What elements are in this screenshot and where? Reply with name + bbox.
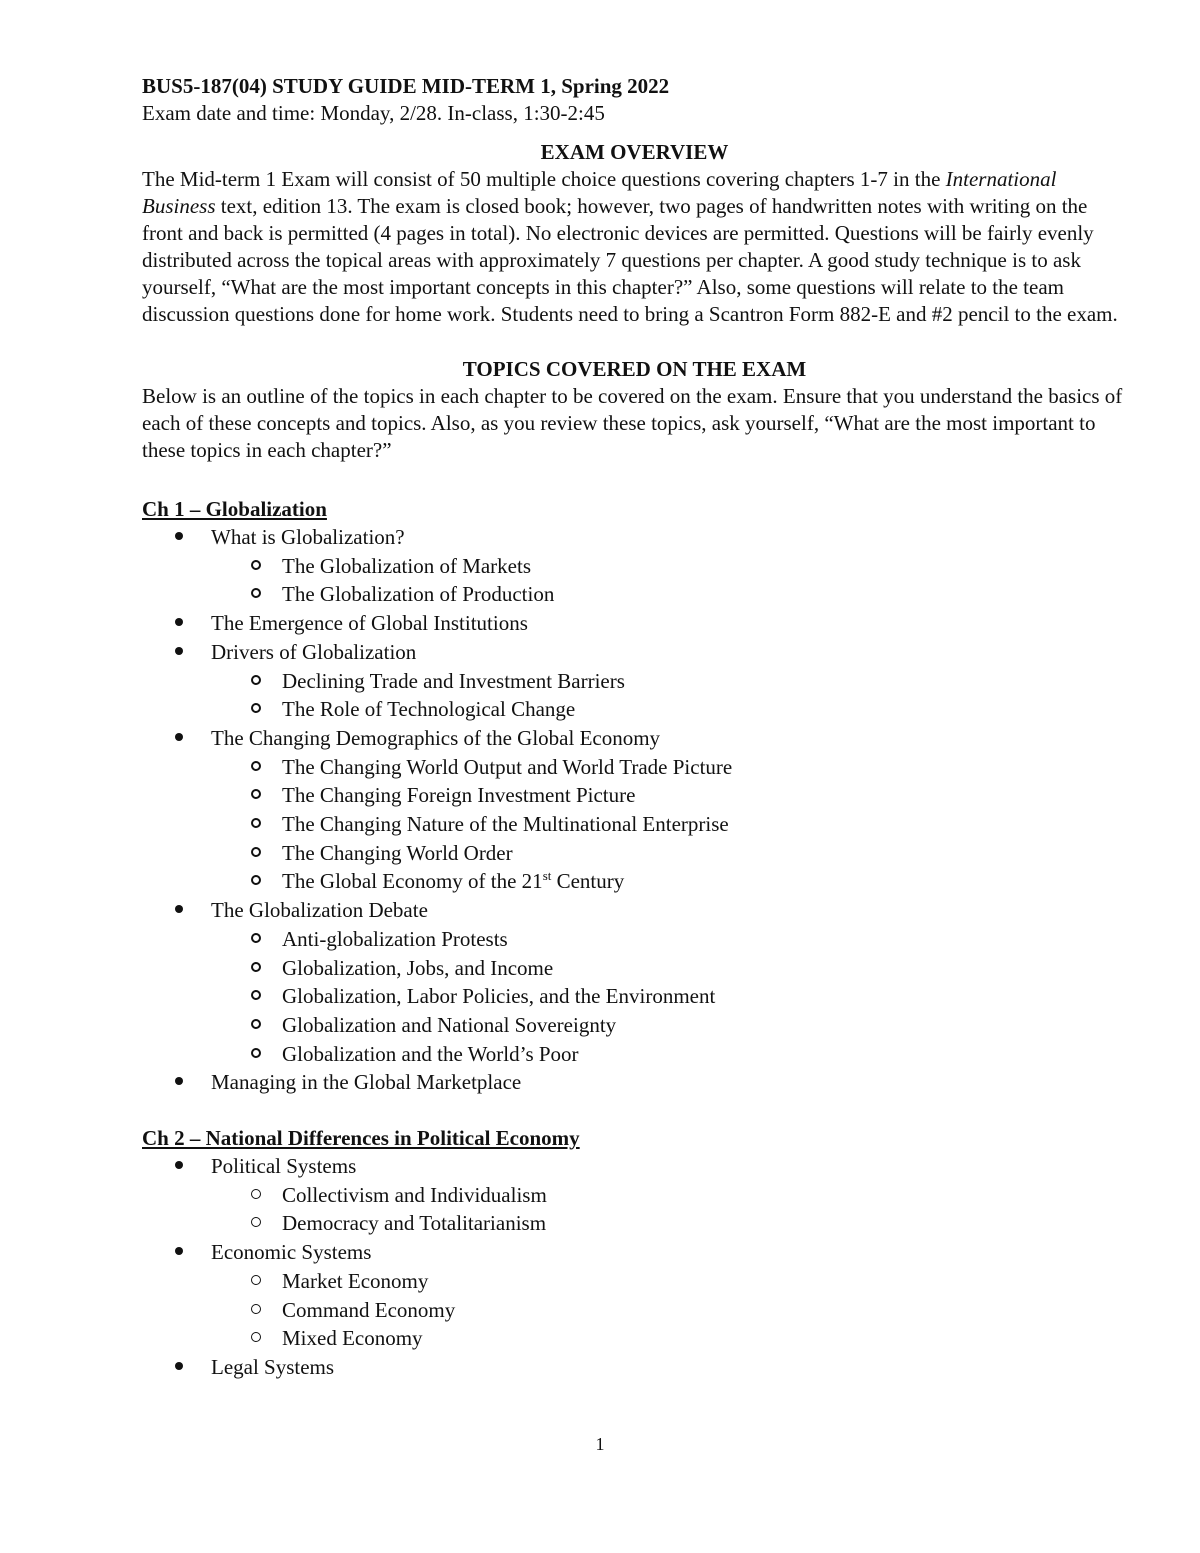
bullet-icon [175,647,183,655]
circle-bullet-icon [251,847,261,857]
list-item: The Changing Demographics of the Global Economy The Changing World Output and World Trade Picture The Changing Foreign Investment Picture The Changing Nature of the Multinational Enterprise The Changing World Order The Global Economy of the 21st Century [142,724,1127,896]
list-item: The Global Economy of the 21st Century [211,867,1127,896]
list-item: Drivers of Globalization Declining Trade and Investment Barriers The Role of Technological Change [142,638,1127,724]
list-item: The Changing World Output and World Trade Picture [211,753,1127,782]
bullet-icon [175,1362,183,1370]
topics-heading: TOPICS COVERED ON THE EXAM [462,357,807,381]
circle-bullet-icon [251,990,261,1000]
page-number: 1 [595,1434,605,1454]
list-item: The Emergence of Global Institutions [142,609,1127,638]
list-item: The Globalization Debate Anti-globalization Protests Globalization, Jobs, and Income Globalization, Labor Policies, and the Environment Globalization and National Sovereignty Globalization and the World’s Poor [142,896,1127,1068]
circle-bullet-icon [251,761,261,771]
circle-bullet-icon [251,1275,261,1285]
circle-bullet-icon [251,588,261,598]
circle-bullet-icon [251,962,261,972]
textbook-title: International Business [142,167,1057,218]
circle-bullet-icon [251,1332,261,1342]
bullet-icon [175,1077,183,1085]
list-item: Legal Systems [142,1353,1127,1382]
bullet-icon [175,1247,183,1255]
circle-bullet-icon [251,1019,261,1029]
circle-bullet-icon [251,703,261,713]
exam-overview-paragraph: The Mid-term 1 Exam will consist of 50 multiple choice questions covering chapters 1-7 in the International Business text, edition 13. The exam is closed book; however, two pages of handwritten notes with writing on the front and back is permitted (4 pages in total). No electronic devices are permitted. Questions will be fairly evenly distributed across the topical areas with approximately 7 questions per chapter. A good study technique is to ask yourself, “What are the most important concepts in this chapter?” Also, some questions will relate to the team discussion questions done for home work. Students need to bring a Scantron Form 882-E and #2 pencil to the exam. [142,167,1118,326]
circle-bullet-icon [251,1217,261,1227]
chapter-1-topic-list [142,523,1127,1097]
bullet-icon [175,618,183,626]
bullet-icon [175,1161,183,1169]
topics-intro-paragraph: Below is an outline of the topics in each chapter to be covered on the exam. Ensure that you understand the basics of each of these concepts and topics. Also, as you review these topics, ask yourself, “What are the most important to these topics in each chapter?” [142,384,1123,462]
circle-bullet-icon [251,875,261,885]
list-item: Mixed Economy [211,1324,1127,1353]
circle-bullet-icon [251,675,261,685]
exam-overview-heading: EXAM OVERVIEW [540,140,729,164]
list-item: Economic Systems Market Economy Command Economy Mixed Economy [142,1238,1127,1353]
list-item: Declining Trade and Investment Barriers [211,667,1127,696]
circle-bullet-icon [251,933,261,943]
bullet-icon [175,733,183,741]
bullet-icon [175,905,183,913]
list-item: The Changing Nature of the Multinational Enterprise [211,810,1127,839]
exam-datetime: Exam date and time: Monday, 2/28. In-class, 1:30-2:45 [142,101,605,125]
list-item: The Globalization of Markets [211,552,1127,581]
list-item: Democracy and Totalitarianism [211,1209,1127,1238]
bullet-icon [175,532,183,540]
document-title: BUS5-187(04) STUDY GUIDE MID-TERM 1, Spring 2022 [142,74,670,98]
list-item: The Changing Foreign Investment Picture [211,781,1127,810]
chapter-2-title: Ch 2 – National Differences in Political Economy [142,1126,580,1151]
list-item: The Globalization of Production [211,580,1127,609]
list-item: Collectivism and Individualism [211,1181,1127,1210]
list-item: Political Systems Collectivism and Individualism Democracy and Totalitarianism [142,1152,1127,1238]
list-item: The Changing World Order [211,839,1127,868]
circle-bullet-icon [251,1189,261,1199]
list-item: Globalization, Jobs, and Income [211,954,1127,983]
chapter-2-topic-list [142,1152,1127,1382]
circle-bullet-icon [251,789,261,799]
circle-bullet-icon [251,560,261,570]
list-item: Market Economy [211,1267,1127,1296]
document-page [142,73,1127,1382]
circle-bullet-icon [251,818,261,828]
list-item: Globalization and National Sovereignty [211,1011,1127,1040]
list-item: Managing in the Global Marketplace [142,1068,1127,1097]
list-item: Anti-globalization Protests [211,925,1127,954]
chapter-1-title: Ch 1 – Globalization [142,497,327,521]
circle-bullet-icon [251,1048,261,1058]
list-item: Globalization, Labor Policies, and the Environment [211,982,1127,1011]
list-item: Globalization and the World’s Poor [211,1040,1127,1069]
list-item: What is Globalization? The Globalization of Markets The Globalization of Production [142,523,1127,609]
list-item: The Role of Technological Change [211,695,1127,724]
list-item: Command Economy [211,1296,1127,1325]
circle-bullet-icon [251,1304,261,1314]
